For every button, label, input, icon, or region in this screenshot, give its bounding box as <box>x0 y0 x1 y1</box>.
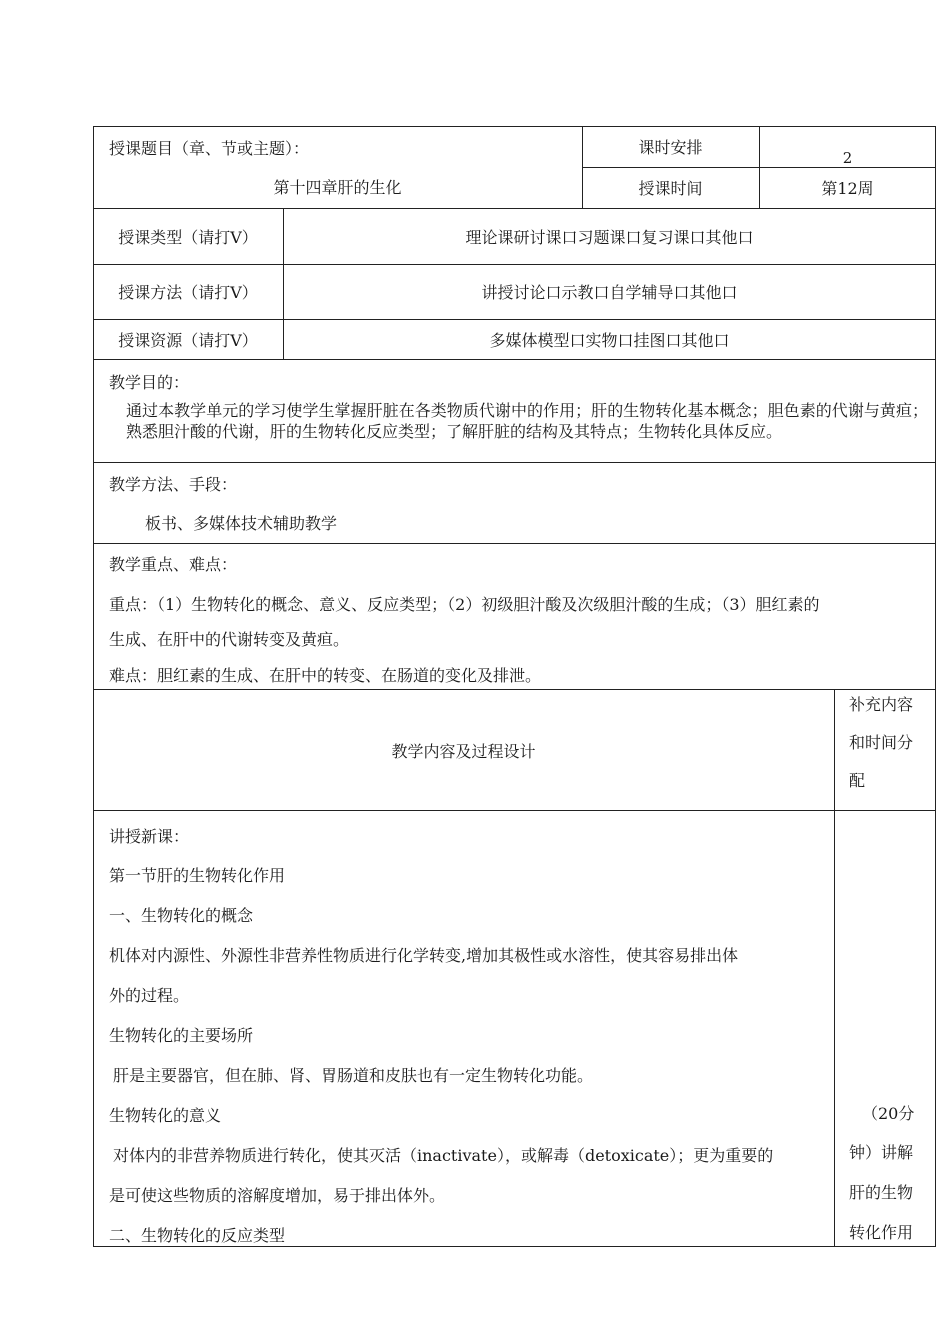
row-divider <box>93 543 936 544</box>
methods-text: 板书、多媒体技术辅助教学 <box>145 514 338 533</box>
methods-label: 教学方法、手段： <box>109 475 238 494</box>
side-header-line: 和时间分 <box>849 733 914 752</box>
content-line: 肝是主要器官，但在肺、肾、胃肠道和皮肤也有一定生物转化功能。 <box>113 1066 594 1085</box>
resource-value: 多媒体模型口实物口挂图口其他口 <box>489 331 730 350</box>
content-title: 教学内容及过程设计 <box>391 742 536 761</box>
hours-label: 课时安排 <box>638 138 703 157</box>
content-line: 二、生物转化的反应类型 <box>109 1226 286 1245</box>
method-label: 授课方法（请打V） <box>118 283 258 302</box>
side-note-line: 钟）讲解 <box>849 1143 914 1162</box>
content-line: 第一节肝的生物转化作用 <box>109 866 286 885</box>
row-divider <box>93 359 936 360</box>
method-value: 讲授讨论口示教口自学辅导口其他口 <box>481 283 738 302</box>
row-divider <box>93 810 936 811</box>
row-divider <box>93 462 936 463</box>
side-note-line: 肝的生物 <box>849 1183 914 1202</box>
type-label: 授课类型（请打V） <box>118 228 258 247</box>
row-divider <box>93 264 936 265</box>
key-points-line2: 生成、在肝中的代谢转变及黄疸。 <box>109 630 350 649</box>
keypoints-label: 教学重点、难点： <box>109 555 238 574</box>
content-line: 外的过程。 <box>109 986 190 1005</box>
content-line: 生物转化的意义 <box>109 1106 222 1125</box>
content-line: 机体对内源性、外源性非营养性物质进行化学转变,增加其极性或水溶性，使其容易排出体 <box>109 946 739 965</box>
content-line: 生物转化的主要场所 <box>109 1026 254 1045</box>
row-divider <box>93 689 936 690</box>
goals-text: 通过本教学单元的学习使学生掌握肝脏在各类物质代谢中的作用；肝的生物转化基本概念；胆色素的代谢与黄疸；熟悉胆汁酸的代谢，肝的生物转化反应类型；了解肝脏的结构及其特点；生物转化具体反应。 <box>126 401 928 441</box>
content-line: 是可使这些物质的溶解度增加，易于排出体外。 <box>109 1186 446 1205</box>
type-value: 理论课研讨课口习题课口复习课口其他口 <box>465 228 754 247</box>
content-line: 对体内的非营养物质进行转化，使其灭活（inactivate），或解毒（detoxicate）；更为重要的 <box>113 1146 774 1165</box>
content-line: 讲授新课： <box>109 827 190 846</box>
time-value: 第12周 <box>821 179 874 198</box>
difficult-points: 难点：胆红素的生成、在肝中的转变、在肠道的变化及排泄。 <box>109 666 542 685</box>
side-note-line: 转化作用 <box>849 1223 914 1242</box>
row-divider <box>93 208 936 209</box>
topic-value: 第十四章肝的生化 <box>273 178 402 197</box>
goals-label: 教学目的： <box>109 373 190 392</box>
hours-value: 2 <box>842 149 853 167</box>
side-note-line: （20分 <box>862 1104 915 1123</box>
row-divider <box>93 319 936 320</box>
time-label: 授课时间 <box>638 179 703 198</box>
content-line: 一、生物转化的概念 <box>109 906 254 925</box>
topic-label: 授课题目（章、节或主题）： <box>109 139 310 158</box>
key-points-line1: 重点：（1）生物转化的概念、意义、反应类型；（2）初级胆汁酸及次级胆汁酸的生成；（3）胆红素的 <box>109 595 820 614</box>
resource-label: 授课资源（请打V） <box>118 331 258 350</box>
column-divider <box>834 689 835 1247</box>
side-header-line: 配 <box>849 771 866 790</box>
side-header-line: 补充内容 <box>849 695 914 714</box>
